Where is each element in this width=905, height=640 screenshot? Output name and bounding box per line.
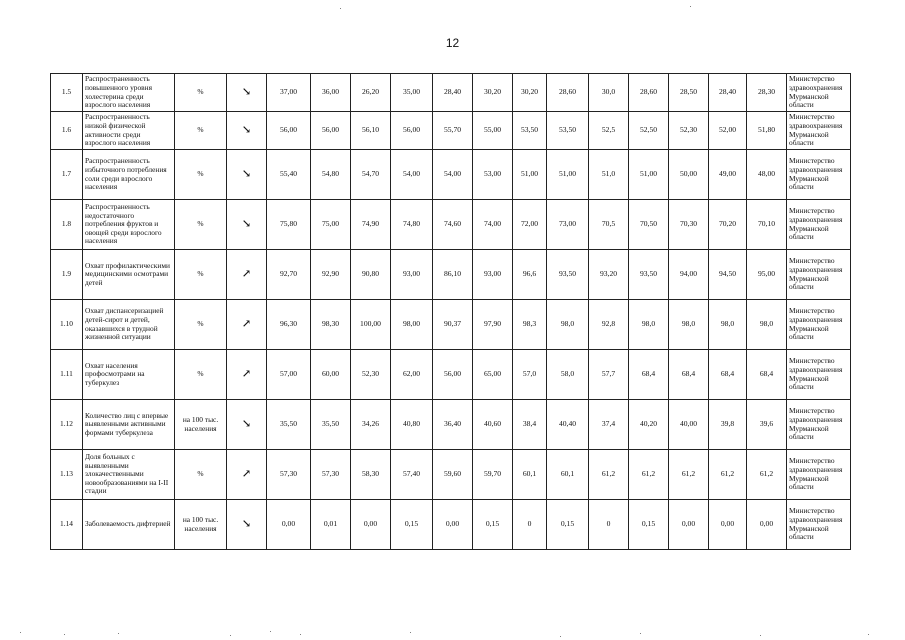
value-cell: 62,00 [391, 350, 433, 400]
value-cell: 40,80 [391, 400, 433, 450]
value-cell: 52,00 [709, 112, 747, 150]
value-cell: 61,2 [629, 450, 669, 500]
value-cell: 70,5 [589, 200, 629, 250]
trend-arrow-icon: ↗ [227, 250, 267, 300]
value-cell: 98,0 [709, 300, 747, 350]
value-cell: 61,2 [589, 450, 629, 500]
table-row [51, 300, 851, 350]
scan-speck [340, 8, 341, 9]
value-cell: 57,0 [513, 350, 547, 400]
trend-arrow-icon: ↘ [227, 200, 267, 250]
value-cell: 98,0 [629, 300, 669, 350]
indicator-name-cell: Охват профилактическими медицинскими осмотрами детей [83, 250, 175, 300]
value-cell: 60,00 [311, 350, 351, 400]
value-cell: 98,30 [311, 300, 351, 350]
scan-speck [410, 632, 411, 633]
value-cell: 58,30 [351, 450, 391, 500]
unit-cell: % [175, 300, 227, 350]
scan-speck [760, 635, 761, 636]
value-cell: 98,00 [391, 300, 433, 350]
value-cell: 26,20 [351, 74, 391, 112]
value-cell: 30,20 [473, 74, 513, 112]
value-cell: 52,5 [589, 112, 629, 150]
value-cell: 36,40 [433, 400, 473, 450]
value-cell: 57,30 [311, 450, 351, 500]
value-cell: 40,60 [473, 400, 513, 450]
value-cell: 39,6 [747, 400, 787, 450]
value-cell: 0,00 [709, 500, 747, 550]
value-cell: 35,50 [311, 400, 351, 450]
value-cell: 0,01 [311, 500, 351, 550]
value-cell: 28,60 [547, 74, 589, 112]
responsible-cell: Министерство здравоохранения Мурманской области [787, 300, 851, 350]
value-cell: 95,00 [747, 250, 787, 300]
value-cell: 51,00 [513, 150, 547, 200]
responsible-cell: Министерство здравоохранения Мурманской области [787, 500, 851, 550]
value-cell: 61,2 [709, 450, 747, 500]
value-cell: 54,80 [311, 150, 351, 200]
trend-arrow-icon: ↗ [227, 450, 267, 500]
value-cell: 94,50 [709, 250, 747, 300]
value-cell: 51,80 [747, 112, 787, 150]
value-cell: 51,00 [629, 150, 669, 200]
value-cell: 59,60 [433, 450, 473, 500]
indicator-name-cell: Охват диспансеризацией детей-сирот и детей, оказавшихся в трудной жизненной ситуации [83, 300, 175, 350]
value-cell: 50,00 [669, 150, 709, 200]
unit-cell: % [175, 74, 227, 112]
value-cell: 70,50 [629, 200, 669, 250]
table-row [51, 250, 851, 300]
value-cell: 60,1 [547, 450, 589, 500]
unit-cell: % [175, 200, 227, 250]
responsible-cell: Министерство здравоохранения Мурманской области [787, 150, 851, 200]
value-cell: 75,80 [267, 200, 311, 250]
value-cell: 96,30 [267, 300, 311, 350]
value-cell: 0,15 [629, 500, 669, 550]
unit-cell: % [175, 450, 227, 500]
scan-speck [640, 633, 641, 634]
scan-speck [230, 635, 231, 636]
trend-arrow-icon: ↘ [227, 74, 267, 112]
value-cell: 92,90 [311, 250, 351, 300]
indicator-name-cell: Заболеваемость дифтерией [83, 500, 175, 550]
table-row [51, 400, 851, 450]
value-cell: 56,00 [267, 112, 311, 150]
value-cell: 57,30 [267, 450, 311, 500]
value-cell: 93,50 [547, 250, 589, 300]
unit-cell: на 100 тыс. населения [175, 500, 227, 550]
value-cell: 37,4 [589, 400, 629, 450]
trend-arrow-icon: ↗ [227, 300, 267, 350]
value-cell: 59,70 [473, 450, 513, 500]
value-cell: 90,80 [351, 250, 391, 300]
value-cell: 53,50 [513, 112, 547, 150]
value-cell: 49,00 [709, 150, 747, 200]
trend-arrow-icon: ↘ [227, 500, 267, 550]
value-cell: 35,50 [267, 400, 311, 450]
responsible-cell: Министерство здравоохранения Мурманской области [787, 200, 851, 250]
value-cell: 98,3 [513, 300, 547, 350]
value-cell: 40,40 [547, 400, 589, 450]
trend-arrow-icon: ↘ [227, 400, 267, 450]
value-cell: 68,4 [629, 350, 669, 400]
value-cell: 98,0 [747, 300, 787, 350]
value-cell: 51,00 [547, 150, 589, 200]
value-cell: 53,50 [547, 112, 589, 150]
value-cell: 35,00 [391, 74, 433, 112]
responsible-cell: Министерство здравоохранения Мурманской области [787, 350, 851, 400]
value-cell: 34,26 [351, 400, 391, 450]
value-cell: 55,70 [433, 112, 473, 150]
row-number-cell: 1.12 [51, 400, 83, 450]
scan-speck [20, 632, 21, 633]
scan-speck [118, 633, 119, 634]
value-cell: 56,10 [351, 112, 391, 150]
value-cell: 52,50 [629, 112, 669, 150]
row-number-cell: 1.11 [51, 350, 83, 400]
indicator-name-cell: Распространенность повышенного уровня холестерина среди взрослого населения [83, 74, 175, 112]
unit-cell: % [175, 250, 227, 300]
scan-speck [300, 634, 301, 635]
value-cell: 57,00 [267, 350, 311, 400]
indicator-name-cell: Охват населения профосмотрами на туберкулез [83, 350, 175, 400]
value-cell: 38,4 [513, 400, 547, 450]
value-cell: 65,00 [473, 350, 513, 400]
value-cell: 52,30 [351, 350, 391, 400]
value-cell: 92,70 [267, 250, 311, 300]
value-cell: 48,00 [747, 150, 787, 200]
indicator-name-cell: Распространенность избыточного потребления соли среди взрослого населения [83, 150, 175, 200]
indicator-name-cell: Количество лиц с впервые выявленными активными формами туберкулеза [83, 400, 175, 450]
row-number-cell: 1.6 [51, 112, 83, 150]
responsible-cell: Министерство здравоохранения Мурманской области [787, 450, 851, 500]
value-cell: 98,0 [547, 300, 589, 350]
value-cell: 61,2 [669, 450, 709, 500]
responsible-cell: Министерство здравоохранения Мурманской области [787, 250, 851, 300]
table-row [51, 112, 851, 150]
value-cell: 57,7 [589, 350, 629, 400]
value-cell: 0,00 [267, 500, 311, 550]
value-cell: 96,6 [513, 250, 547, 300]
value-cell: 54,00 [433, 150, 473, 200]
value-cell: 37,00 [267, 74, 311, 112]
value-cell: 54,00 [391, 150, 433, 200]
value-cell: 68,4 [747, 350, 787, 400]
value-cell: 98,0 [669, 300, 709, 350]
row-number-cell: 1.5 [51, 74, 83, 112]
value-cell: 0 [513, 500, 547, 550]
value-cell: 51,0 [589, 150, 629, 200]
value-cell: 61,2 [747, 450, 787, 500]
value-cell: 52,30 [669, 112, 709, 150]
value-cell: 40,00 [669, 400, 709, 450]
table-row [51, 74, 851, 112]
value-cell: 60,1 [513, 450, 547, 500]
value-cell: 86,10 [433, 250, 473, 300]
value-cell: 100,00 [351, 300, 391, 350]
table-row [51, 350, 851, 400]
value-cell: 55,00 [473, 112, 513, 150]
value-cell: 70,10 [747, 200, 787, 250]
value-cell: 40,20 [629, 400, 669, 450]
value-cell: 93,50 [629, 250, 669, 300]
responsible-cell: Министерство здравоохранения Мурманской области [787, 112, 851, 150]
page-number: 12 [445, 36, 460, 50]
value-cell: 0,00 [351, 500, 391, 550]
unit-cell: на 100 тыс. населения [175, 400, 227, 450]
value-cell: 72,00 [513, 200, 547, 250]
value-cell: 93,00 [391, 250, 433, 300]
table-row [51, 150, 851, 200]
trend-arrow-icon: ↘ [227, 150, 267, 200]
value-cell: 30,0 [589, 74, 629, 112]
unit-cell: % [175, 350, 227, 400]
value-cell: 57,40 [391, 450, 433, 500]
value-cell: 28,50 [669, 74, 709, 112]
unit-cell: % [175, 150, 227, 200]
responsible-cell: Министерство здравоохранения Мурманской области [787, 74, 851, 112]
trend-arrow-icon: ↗ [227, 350, 267, 400]
value-cell: 56,00 [391, 112, 433, 150]
value-cell: 90,37 [433, 300, 473, 350]
value-cell: 73,00 [547, 200, 589, 250]
row-number-cell: 1.7 [51, 150, 83, 200]
value-cell: 58,0 [547, 350, 589, 400]
value-cell: 30,20 [513, 74, 547, 112]
indicator-name-cell: Распространенность низкой физической активности среди взрослого населения [83, 112, 175, 150]
indicators-table [50, 73, 851, 550]
row-number-cell: 1.10 [51, 300, 83, 350]
value-cell: 70,30 [669, 200, 709, 250]
row-number-cell: 1.9 [51, 250, 83, 300]
value-cell: 93,00 [473, 250, 513, 300]
row-number-cell: 1.13 [51, 450, 83, 500]
value-cell: 0,15 [547, 500, 589, 550]
value-cell: 0,00 [433, 500, 473, 550]
scan-speck [560, 636, 561, 637]
value-cell: 28,40 [709, 74, 747, 112]
row-number-cell: 1.14 [51, 500, 83, 550]
value-cell: 0,15 [473, 500, 513, 550]
value-cell: 70,20 [709, 200, 747, 250]
table-row [51, 500, 851, 550]
responsible-cell: Министерство здравоохранения Мурманской области [787, 400, 851, 450]
value-cell: 36,00 [311, 74, 351, 112]
value-cell: 56,00 [311, 112, 351, 150]
value-cell: 53,00 [473, 150, 513, 200]
value-cell: 93,20 [589, 250, 629, 300]
value-cell: 0,00 [669, 500, 709, 550]
row-number-cell: 1.8 [51, 200, 83, 250]
value-cell: 75,00 [311, 200, 351, 250]
value-cell: 0,15 [391, 500, 433, 550]
indicator-name-cell: Доля больных с выявленными злокачественными новообразованиями на I-II стадии [83, 450, 175, 500]
value-cell: 74,90 [351, 200, 391, 250]
value-cell: 97,90 [473, 300, 513, 350]
table-row [51, 450, 851, 500]
trend-arrow-icon: ↘ [227, 112, 267, 150]
value-cell: 56,00 [433, 350, 473, 400]
value-cell: 55,40 [267, 150, 311, 200]
value-cell: 74,60 [433, 200, 473, 250]
value-cell: 68,4 [669, 350, 709, 400]
value-cell: 39,8 [709, 400, 747, 450]
value-cell: 68,4 [709, 350, 747, 400]
scan-speck [270, 631, 271, 632]
value-cell: 74,00 [473, 200, 513, 250]
value-cell: 28,40 [433, 74, 473, 112]
scan-speck [64, 634, 65, 635]
scan-speck [868, 634, 869, 635]
table-row [51, 200, 851, 250]
scan-speck [690, 6, 691, 7]
value-cell: 92,8 [589, 300, 629, 350]
value-cell: 54,70 [351, 150, 391, 200]
value-cell: 0 [589, 500, 629, 550]
value-cell: 94,00 [669, 250, 709, 300]
indicator-name-cell: Распространенность недостаточного потребления фруктов и овощей среди взрослого населения [83, 200, 175, 250]
value-cell: 28,60 [629, 74, 669, 112]
value-cell: 0,00 [747, 500, 787, 550]
value-cell: 74,80 [391, 200, 433, 250]
unit-cell: % [175, 112, 227, 150]
value-cell: 28,30 [747, 74, 787, 112]
